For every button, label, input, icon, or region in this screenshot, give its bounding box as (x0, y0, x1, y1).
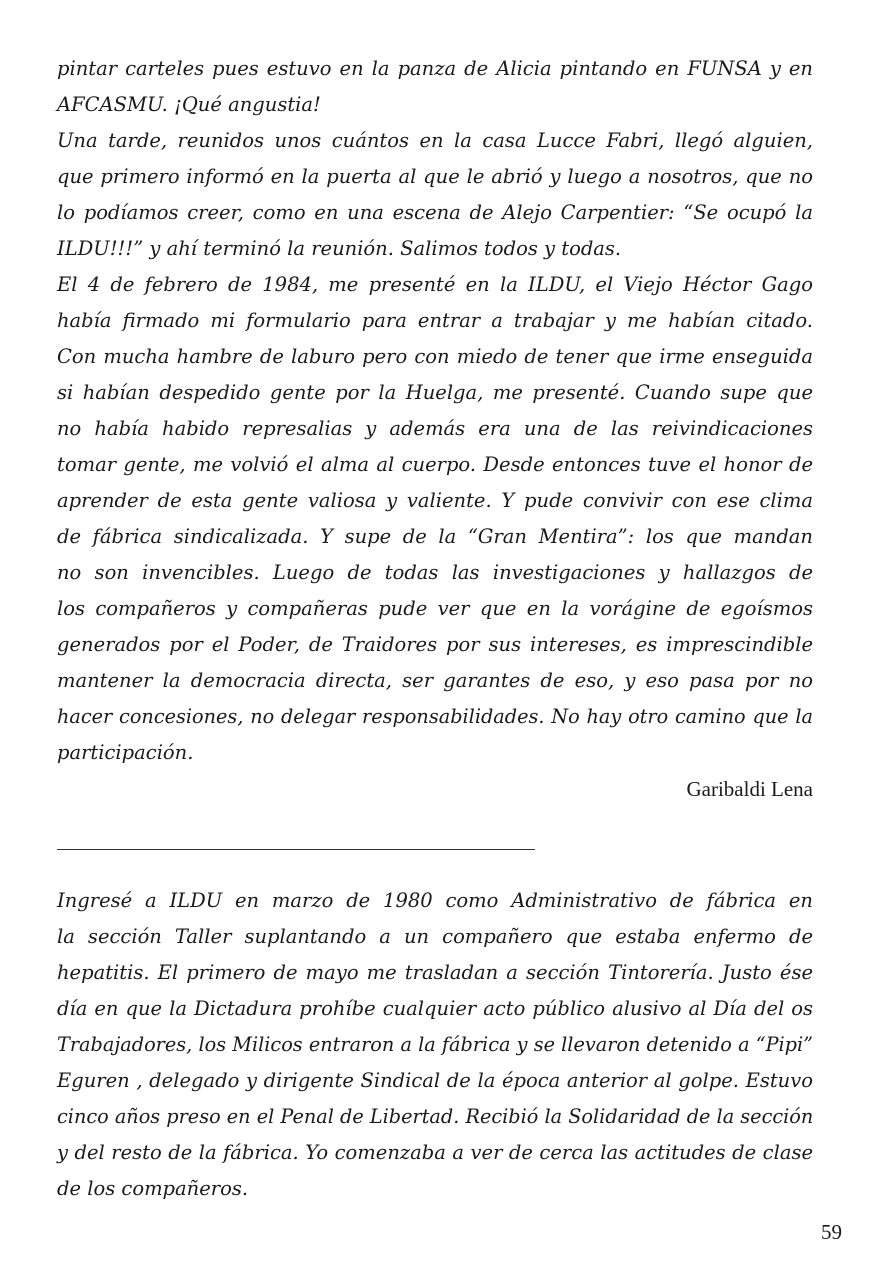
text-line: Ingresé a ILDU en marzo de 1980 como Administrativo de fábrica en (57, 889, 813, 912)
text-line: AFCASMU. ¡Qué angustia! (57, 93, 321, 116)
text-line: Una tarde, reunidos unos cuántos en la casa Lucce Fabri, llegó alguien, (57, 129, 813, 152)
text-line: los compañeros y compañeras pude ver que en la vorágine de egoísmos (57, 597, 813, 620)
text-line: y del resto de la fábrica. Yo comenzaba a ver de cerca las actitudes de clase (57, 1141, 813, 1164)
text-line: cinco años preso en el Penal de Libertad. Recibió la Solidaridad de la sección (57, 1105, 814, 1128)
text-line: tomar gente, me volvió el alma al cuerpo. Desde entonces tuve el honor de (57, 453, 813, 476)
text-line: había firmado mi formulario para entrar a trabajar y me habían citado. (57, 309, 813, 332)
text-line: aprender de esta gente valiosa y valiente. Y pude convivir con ese clima (57, 489, 813, 512)
text-line: de los compañeros. (57, 1177, 249, 1200)
text-line: la sección Taller suplantando a un compañero que estaba enfermo de (57, 925, 813, 948)
text-line: que primero informó en la puerta al que le abrió y luego a nosotros, que no (57, 165, 813, 188)
text-line: participación. (57, 741, 194, 764)
text-line: generados por el Poder, de Traidores por sus intereses, es imprescindible (57, 633, 813, 656)
text-line: día en que la Dictadura prohíbe cualquier acto público alusivo al Día del os (57, 997, 813, 1020)
text-line: no había habido represalias y además era una de las reivindicaciones (57, 417, 813, 440)
text-line: mantener la democracia directa, ser garantes de eso, y eso pasa por no (57, 669, 813, 692)
page-number: 59 (821, 1220, 842, 1244)
text-line: hacer concesiones, no delegar responsabilidades. No hay otro camino que la (57, 705, 813, 728)
paragraph-3 (57, 267, 813, 771)
text-line: Con mucha hambre de laburo pero con miedo de tener que irme enseguida (57, 345, 813, 368)
text-line: Trabajadores, los Milicos entraron a la fábrica y se llevaron detenido a “Pipi” (57, 1033, 813, 1056)
text-line: pintar carteles pues estuvo en la panza de Alicia pintando en FUNSA y en (57, 57, 813, 80)
text-line: de fábrica sindicalizada. Y supe de la “Gran Mentira”: los que mandan (57, 525, 813, 548)
paragraph-1 (57, 51, 813, 123)
paragraph-2 (57, 123, 813, 267)
text-line: El 4 de febrero de 1984, me presenté en la ILDU, el Viejo Héctor Gago (57, 273, 813, 296)
text-line: no son invencibles. Luego de todas las investigaciones y hallazgos de (57, 561, 813, 584)
text-line: si habían despedido gente por la Huelga, me presenté. Cuando supe que (57, 381, 813, 404)
author-signature: Garibaldi Lena (686, 777, 813, 801)
section-divider (57, 849, 535, 850)
text-line: Eguren , delegado y dirigente Sindical de la época anterior al golpe. Estuvo (57, 1069, 813, 1092)
text-line: lo podíamos creer, como en una escena de Alejo Carpentier: “Se ocupó la (57, 201, 813, 224)
text-line: hepatitis. El primero de mayo me trasladan a sección Tintorería. Justo ése (57, 961, 813, 984)
text-line: ILDU!!!” y ahí terminó la reunión. Salimos todos y todas. (57, 237, 622, 260)
paragraph-4 (57, 883, 813, 1207)
page-content (57, 51, 813, 1207)
